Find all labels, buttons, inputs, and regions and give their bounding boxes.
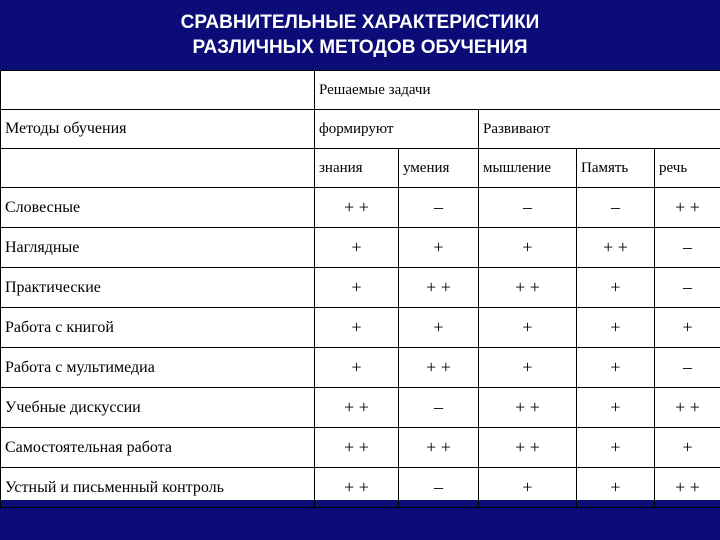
table-cell: + + — [655, 388, 720, 428]
table-row — [1, 268, 720, 308]
table-cell: + — [577, 468, 655, 508]
column-header: знания — [315, 149, 399, 188]
table-cell: + + — [655, 188, 720, 228]
table-cell: + — [479, 348, 577, 388]
table-cell: – — [399, 388, 479, 428]
table-cell: + + — [399, 348, 479, 388]
table-cell: + — [479, 468, 577, 508]
methods-header: Методы обучения — [1, 110, 315, 149]
method-name: Самостоятельная работа — [1, 428, 315, 468]
column-header: умения — [399, 149, 479, 188]
method-name: Работа с книгой — [1, 308, 315, 348]
table-cell: + — [577, 348, 655, 388]
table-row — [1, 468, 720, 508]
table-row — [1, 348, 720, 388]
table-cell: + — [315, 308, 399, 348]
table-cell: + — [315, 348, 399, 388]
method-name: Работа с мультимедиа — [1, 348, 315, 388]
method-name: Словесные — [1, 188, 315, 228]
column-header: мышление — [479, 149, 577, 188]
table-cell: + + — [315, 388, 399, 428]
table-cell: + + — [315, 428, 399, 468]
header-row-2 — [1, 110, 720, 149]
tasks-header: Решаемые задачи — [315, 71, 720, 110]
table-cell: + — [479, 308, 577, 348]
table-row — [1, 188, 720, 228]
column-header: Память — [577, 149, 655, 188]
table-cell: + — [479, 228, 577, 268]
table-cell: + — [315, 268, 399, 308]
table-cell: + + — [479, 268, 577, 308]
develops-header: Развивают — [479, 110, 720, 149]
comparison-table — [0, 70, 720, 508]
method-name: Практические — [1, 268, 315, 308]
column-header: речь — [655, 149, 720, 188]
table-cell: + — [655, 308, 720, 348]
table-cell: + + — [399, 428, 479, 468]
table-cell: + — [577, 428, 655, 468]
table-cell: – — [577, 188, 655, 228]
table-cell: + — [577, 308, 655, 348]
table-row — [1, 428, 720, 468]
header-row-3 — [1, 149, 720, 188]
method-name: Устный и письменный контроль — [1, 468, 315, 508]
table-cell: + + — [399, 268, 479, 308]
table-cell: + + — [315, 188, 399, 228]
header-blank-cell — [1, 71, 315, 110]
table-cell: + — [315, 228, 399, 268]
comparison-table-container — [0, 70, 720, 500]
table-row — [1, 228, 720, 268]
table-row — [1, 388, 720, 428]
table-cell: – — [479, 188, 577, 228]
slide-title — [0, 10, 720, 60]
table-cell: – — [399, 188, 479, 228]
table-cell: + — [399, 228, 479, 268]
table-cell: + — [577, 268, 655, 308]
title-line-1: СРАВНИТЕЛЬНЫЕ ХАРАКТЕРИСТИКИ — [180, 12, 540, 33]
table-cell: + + — [655, 468, 720, 508]
forms-header: формируют — [315, 110, 479, 149]
table-cell: – — [655, 348, 720, 388]
table-cell: + — [399, 308, 479, 348]
table-cell: – — [399, 468, 479, 508]
table-cell: + + — [479, 428, 577, 468]
table-cell: + + — [577, 228, 655, 268]
method-name: Наглядные — [1, 228, 315, 268]
table-row — [1, 308, 720, 348]
table-cell: – — [655, 228, 720, 268]
method-name: Учебные дискуссии — [1, 388, 315, 428]
header-blank-cell-2 — [1, 149, 315, 188]
table-cell: + — [577, 388, 655, 428]
table-cell: – — [655, 268, 720, 308]
title-line-2: РАЗЛИЧНЫХ МЕТОДОВ ОБУЧЕНИЯ — [192, 37, 528, 58]
table-cell: + + — [315, 468, 399, 508]
table-cell: + — [655, 428, 720, 468]
table-cell: + + — [479, 388, 577, 428]
header-row-1 — [1, 71, 720, 110]
